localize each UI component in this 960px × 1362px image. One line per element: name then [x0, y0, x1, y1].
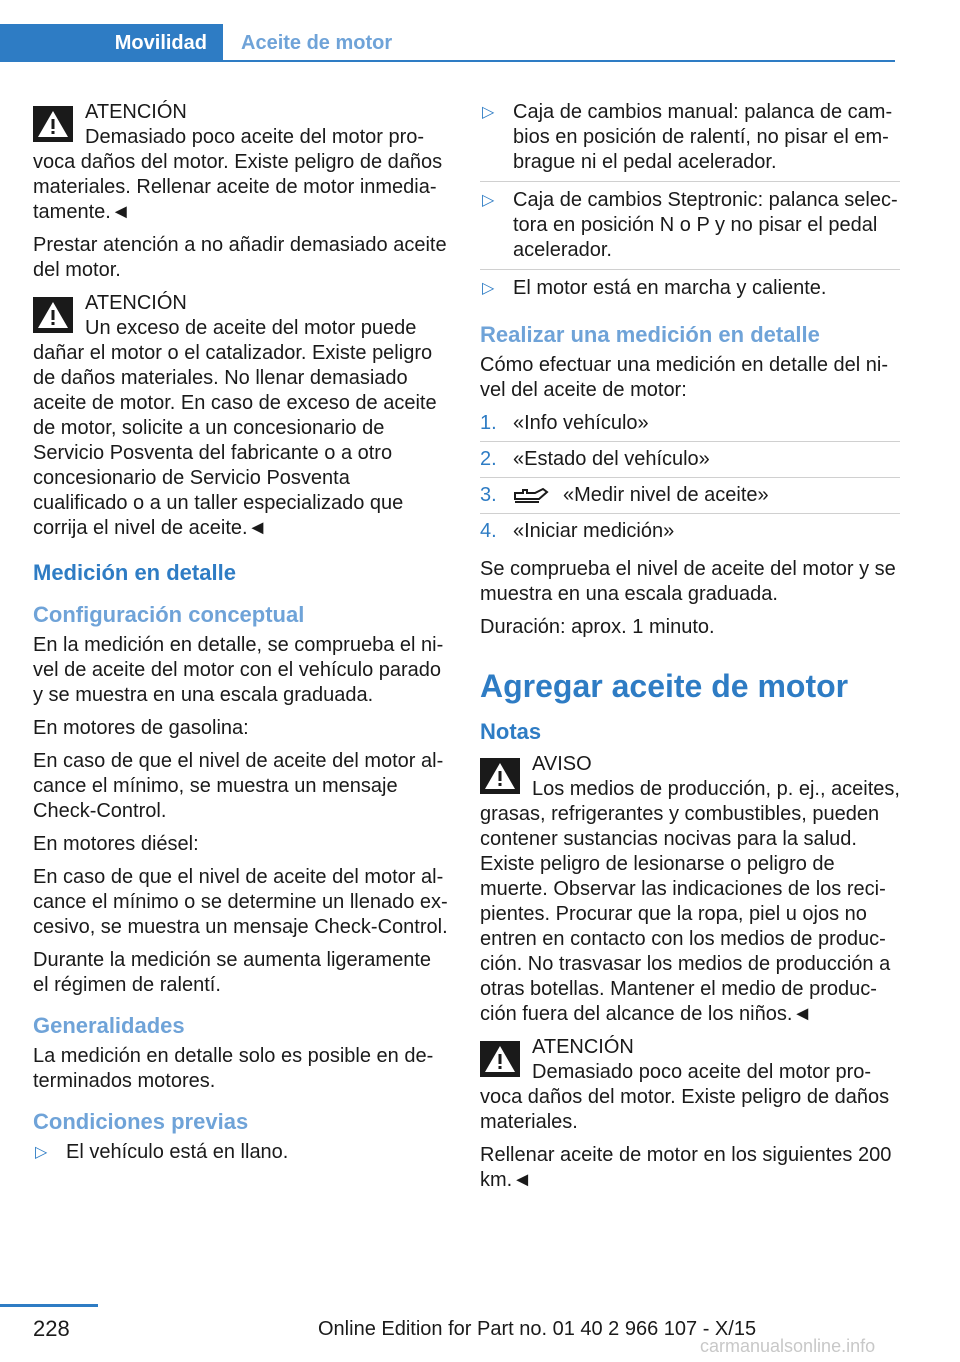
paragraph: En caso de que el nivel de aceite del motor alcance el mínimo, se muestra un mensaje Check-Control.: [33, 750, 444, 822]
section-heading: Medición en detalle: [33, 560, 236, 585]
list-item: ▷ El vehículo está en llano.: [35, 1141, 289, 1163]
warning-title: ATENCIÓN: [85, 292, 187, 314]
tab-movilidad[interactable]: Movilidad: [0, 24, 223, 62]
triangle-bullet-icon: ▷: [482, 104, 495, 121]
subsection-heading: Generalidades: [33, 1013, 185, 1038]
warning-block-3: [480, 1035, 900, 1135]
bullet-list: [33, 1140, 448, 1171]
bullet-list: [480, 100, 900, 307]
paragraph: Cómo efectuar una medición en detalle del nivel del aceite de motor:: [480, 354, 889, 401]
list-item: ▷ El motor está en marcha y caliente.: [482, 277, 827, 299]
paragraph: La medición en detalle solo es posible en determinados motores.: [33, 1045, 434, 1092]
paragraph: En motores diésel:: [33, 833, 199, 855]
aviso-block: [480, 752, 900, 1027]
watermark: carmanualsonline.info: [700, 1336, 876, 1356]
warning-block-1: [33, 100, 448, 225]
edition-text: Online Edition for Part no. 01 40 2 966 107 - X/15: [318, 1318, 757, 1340]
warning-triangle-icon: [33, 106, 73, 142]
chapter-heading: Agregar aceite de motor: [480, 668, 849, 704]
step-list: [480, 411, 900, 549]
paragraph: Se comprueba el nivel de aceite del motor y se muestra en una escala graduada.: [480, 558, 896, 605]
paragraph: Rellenar aceite de motor en los siguientes 200 km.◄: [480, 1144, 892, 1191]
subsection-heading: Notas: [480, 719, 542, 744]
left-column: [33, 100, 448, 1179]
warning-text: Los medios de producción, p. ej., aceites, grasas, refrigerantes y combustibles, pueden contener sustancias nocivas para la salud. Existe peligro de lesionarse o peligro de muerte. Observar las indicaciones de los recipientes. Procurar que la ropa, piel u ojos no entren en contacto con los medios de producción. No trasvasar los medios de producción a otras botellas. Mantener el medio de producción fuera del alcance de los niños.◄: [480, 778, 900, 1025]
triangle-bullet-icon: ▷: [482, 280, 495, 297]
paragraph: En motores de gasolina:: [33, 717, 249, 739]
right-column: [480, 100, 900, 1201]
header-divider: [223, 60, 895, 62]
warning-text: Demasiado poco aceite del motor provoca daños del motor. Existe peligro de daños materiales. Rellenar aceite de motor inmediatamente.◄: [33, 126, 443, 223]
warning-triangle-icon: [480, 1041, 520, 1077]
subsection-heading: Realizar una medición en detalle: [480, 322, 820, 347]
warning-title: AVISO: [532, 753, 592, 775]
list-item: 3. «Medir nivel de aceite»: [480, 483, 900, 514]
warning-title: ATENCIÓN: [85, 101, 187, 123]
paragraph: En la medición en detalle, se comprueba el nivel de aceite del motor con el vehículo parado y se muestra en una escala graduada.: [33, 634, 444, 706]
warning-triangle-icon: [480, 758, 520, 794]
list-item: ▷ Caja de cambios Steptronic: palanca selectora en posición N o P y no pisar el pedal acelerador.: [480, 188, 900, 270]
triangle-bullet-icon: ▷: [482, 192, 495, 209]
paragraph: En caso de que el nivel de aceite del motor alcance el mínimo o se determine un llenado excesivo, se muestra un mensaje Check-Control.: [33, 866, 448, 938]
list-item: ▷ Caja de cambios manual: palanca de cambios en posición de ralentí, no pisar el embrague ni el pedal acelerador.: [480, 100, 900, 182]
header-bar: [0, 0, 960, 64]
warning-title: ATENCIÓN: [532, 1036, 634, 1058]
warning-block-2: [33, 291, 448, 541]
triangle-bullet-icon: ▷: [35, 1144, 48, 1161]
paragraph: Prestar atención a no añadir demasiado aceite del motor.: [33, 234, 447, 281]
warning-triangle-icon: [33, 297, 73, 333]
page-number: 228: [33, 1316, 70, 1341]
warning-text: Demasiado poco aceite del motor provoca daños del motor. Existe peligro de daños materiales.: [480, 1061, 890, 1133]
warning-text: Un exceso de aceite del motor puede dañar el motor o el catalizador. Existe peligro de daños materiales. No llenar demasiado aceite de motor. En caso de exceso de aceite de motor, solicite a un concesionario de Servicio Posventa del fabricante o a otro concesionario de Servicio Posventa cualificado o a un taller especializado que corrija el nivel de aceite.◄: [33, 317, 437, 539]
oil-can-icon: [513, 487, 553, 505]
footer-divider: [0, 1304, 98, 1307]
list-item: 4. «Iniciar medición»: [480, 520, 675, 542]
list-item: 2. «Estado del vehículo»: [480, 447, 900, 478]
list-item: 1. «Info vehículo»: [480, 411, 900, 442]
paragraph: Durante la medición se aumenta ligeramente el régimen de ralentí.: [33, 949, 431, 996]
tab-aceite-de-motor[interactable]: Aceite de motor: [241, 31, 393, 54]
subsection-heading: Condiciones previas: [33, 1109, 249, 1134]
subsection-heading: Configuración conceptual: [33, 602, 305, 627]
paragraph: Duración: aprox. 1 minuto.: [480, 616, 715, 638]
